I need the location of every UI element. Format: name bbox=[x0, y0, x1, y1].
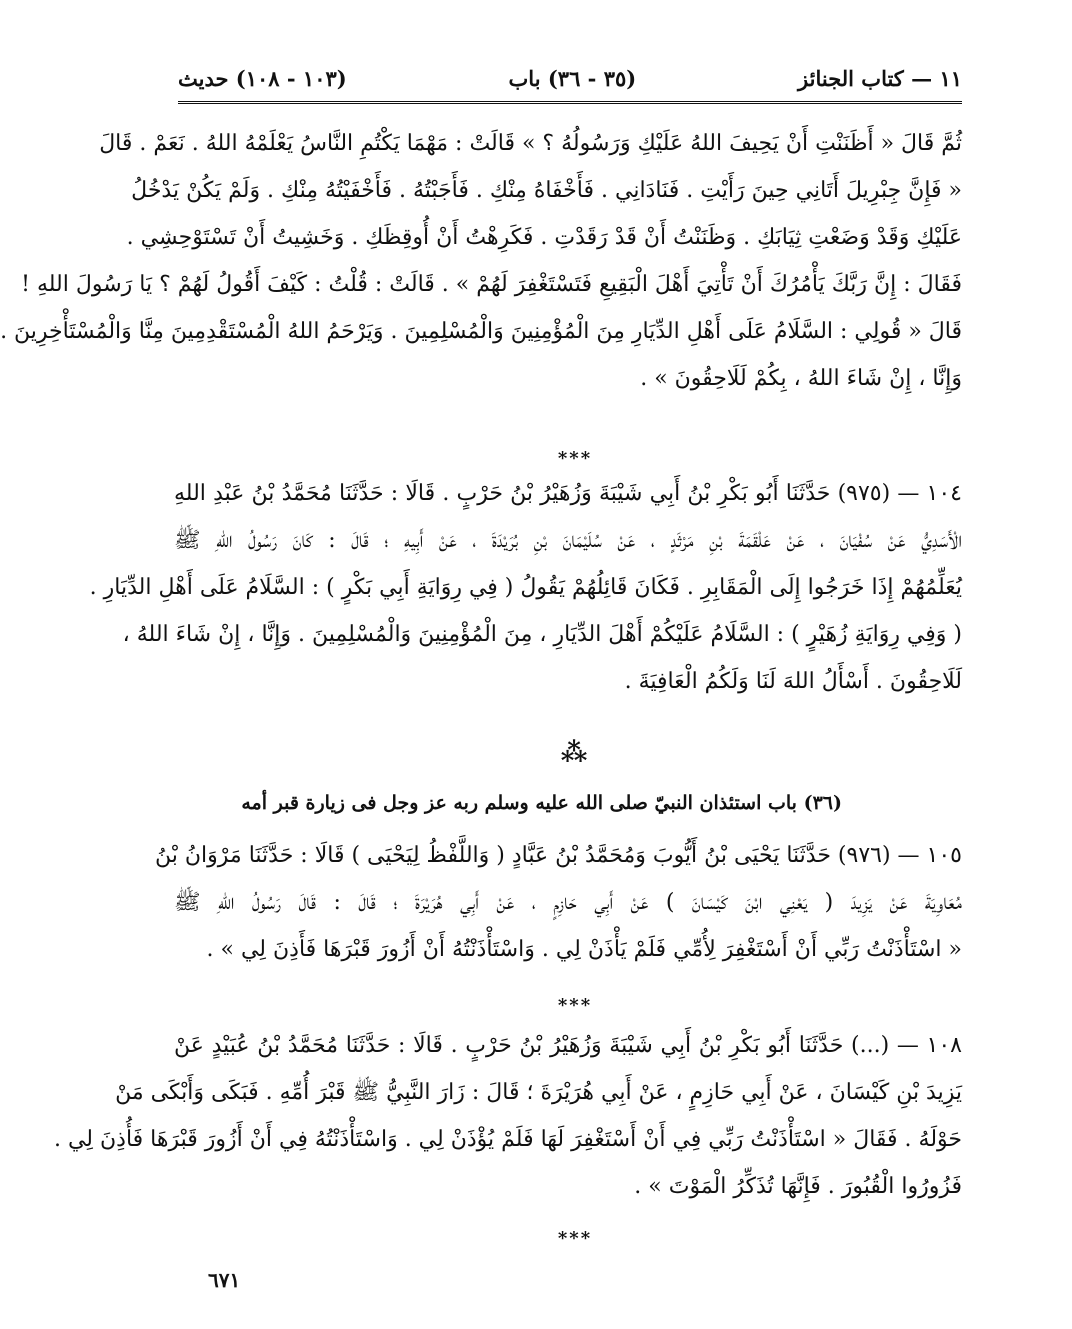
text-line: مُعَاوِيَةَ عَنْ يَزِيدَ ( يَعْنِي ابْنَ كَيْسَانَ ) عَنْ أَبِي حَازِمٍ ، عَنْ أَبِي هُرَيْرَةَ ؛ قَالَ : قَالَ رَسُولُ اللهِ ﷺ bbox=[174, 890, 963, 915]
page-number: ٦٧١ bbox=[208, 1268, 241, 1292]
text-line: ١٠٤ — (٩٧٥) حَدَّثَنَا أَبُو بَكْرِ بْنُ أَبِي شَيْبَةَ وَزُهَيْرُ بْنُ حَرْبٍ . قَالَا : حَدَّثَنَا مُحَمَّدُ بْنُ عَبْدِ اللهِ bbox=[174, 481, 962, 506]
header-hadith: (١٠٣ - ١٠٨) حديث bbox=[178, 65, 347, 91]
text-line: فَقَالَ : إِنَّ رَبَّكَ يَأْمُرُكَ أَنْ تَأْتِيَ أَهْلَ الْبَقِيعِ فَتَسْتَغْفِرَ لَهُمْ » . قَالَتْ : قُلْتُ : كَيْفَ أَقُولُ لَهُمْ ؟ يَا رَسُولَ اللهِ ! bbox=[21, 272, 962, 297]
separator-stars: *** bbox=[557, 1228, 593, 1249]
text-line: حَوْلَهُ . فَقَالَ « اسْتَأْذَنْتُ رَبِّي فِي أَنْ أَسْتَغْفِرَ لَهَا فَلَمْ يُؤْذَنْ لِي . وَاسْتَأْذَنْتُهُ فِي أَنْ أَزُورَ قَبْرَهَا فَأُذِنَ لِي . bbox=[53, 1127, 962, 1152]
hadith-104 bbox=[89, 470, 962, 705]
text-line: لَلَاحِقُونَ . أَسْأَلُ اللهَ لَنَا وَلَكُمُ الْعَافِيَةَ . bbox=[624, 669, 962, 694]
text-line: ( وَفِي رِوَايَةِ زُهَيْرٍ ) : السَّلَامُ عَلَيْكُمْ أَهْلَ الدِّيَارِ ، مِنَ الْمُؤْمِنِينَ وَالْمُسْلِمِينَ . وَإِنَّا ، إِنْ شَاءَ اللهُ ، bbox=[122, 622, 962, 647]
separator-stars: *** bbox=[557, 448, 593, 469]
hadith-108 bbox=[53, 1022, 962, 1210]
text-line: قَالَ « قُولِي : السَّلَامُ عَلَى أَهْلِ الدِّيَارِ مِنَ الْمُؤْمِنِينَ وَالْمُسْلِمِينَ . وَيَرْحَمُ اللهُ الْمُسْتَقْدِمِينَ مِنَّا وَالْمُسْتَأْخِرِينَ . bbox=[0, 319, 962, 344]
hadith-text-section-1 bbox=[0, 120, 962, 402]
text-line: ثُمَّ قَالَ « أَظَنَنْتِ أَنْ يَحِيفَ اللهُ عَلَيْكِ وَرَسُولُهُ ؟ » قَالَتْ : مَهْمَا يَكْتُمِ النَّاسُ يَعْلَمْهُ اللهُ . نَعَمْ . قَالَ bbox=[99, 131, 962, 156]
text-line: وَإِنَّا ، إِنْ شَاءَ اللهُ ، بِكُمْ لَلَاحِقُونَ » . bbox=[640, 366, 962, 391]
text-line: يُعَلِّمُهُمْ إِذَا خَرَجُوا إِلَى الْمَقَابِرِ . فَكَانَ قَائِلُهُمْ يَقُولُ ( فِي رِوَايَةِ أَبِي بَكْرٍ ) : السَّلَامُ عَلَى أَهْلِ الدِّيَارِ . bbox=[89, 575, 962, 600]
text-line: « اسْتَأْذَنْتُ رَبِّي أَنْ أَسْتَغْفِرَ لِأُمِّي فَلَمْ يَأْذَنْ لِي . وَاسْتَأْذَنْتُهُ أَنْ أَزُورَ قَبْرَهَا فَأَذِنَ لِي » . bbox=[206, 937, 962, 962]
header-rule bbox=[178, 101, 962, 104]
text-line: عَلَيْكِ وَقَدْ وَضَعْتِ ثِيَابَكِ . وَظَنَنْتُ أَنْ قَدْ رَقَدْتِ . فَكَرِهْتُ أَنْ أُوقِظَكِ . وَخَشِيتُ أَنْ تَسْتَوْحِشِي . bbox=[126, 225, 962, 250]
text-line: « فَإِنَّ جِبْرِيلَ أَتَانِي حِينَ رَأَيْتِ . فَنَادَانِي . فَأَخْفَاهُ مِنْكِ . فَأَجَبْتُهُ . فَأَخْفَيْتُهُ مِنْكِ . وَلَمْ يَكُنْ يَدْخُلُ bbox=[131, 178, 962, 203]
text-line: ١٠٥ — (٩٧٦) حَدَّثَنَا يَحْيَى بْنُ أَيُّوبَ وَمُحَمَّدُ بْنُ عَبَّادٍ ( وَاللَّفْظُ لِيَحْيَى ) قَالَا : حَدَّثَنَا مَرْوَانُ بْنُ bbox=[155, 843, 962, 868]
running-header bbox=[178, 58, 962, 98]
separator-stars: *** bbox=[557, 995, 593, 1016]
text-line: فَزُورُوا الْقُبُورَ . فَإِنَّهَا تُذَكِّرُ الْمَوْتَ » . bbox=[634, 1174, 962, 1199]
header-chapter: ١١ — كتاب الجنائز bbox=[798, 65, 962, 91]
hadith-105 bbox=[155, 832, 963, 973]
header-bab: (٣٥ - ٣٦) باب bbox=[508, 65, 637, 91]
chapter-heading-36: (٣٦) باب استئذان النبيّ صلى الله عليه وسلم ربه عز وجل فى زيارة قبر أمه bbox=[241, 792, 842, 814]
separator-small-stars: ⁂ bbox=[560, 738, 590, 768]
text-line: ١٠٨ — (...) حَدَّثَنَا أَبُو بَكْرِ بْنُ أَبِي شَيْبَةَ وَزُهَيْرُ بْنُ حَرْبٍ . قَالَا : حَدَّثَنَا مُحَمَّدُ بْنُ عُبَيْدٍ عَنْ bbox=[174, 1033, 962, 1058]
text-line: الْأَسَدِيُّ عَنْ سُفْيَانَ ، عَنْ عَلْقَمَةَ بْنِ مَرْثَدٍ ، عَنْ سُلَيْمَانَ بْنِ بُرَيْدَةَ ، عَنْ أَبِيهِ ؛ قَالَ : كَانَ رَسُولُ اللهِ ﷺ bbox=[174, 528, 962, 553]
text-line: يَزِيدَ بْنِ كَيْسَانَ ، عَنْ أَبِي حَازِمٍ ، عَنْ أَبِي هُرَيْرَةَ ؛ قَالَ : زَارَ النَّبِيُّ ﷺ قَبْرَ أُمِّهِ . فَبَكَى وَأَبْكَى مَنْ bbox=[115, 1080, 962, 1105]
